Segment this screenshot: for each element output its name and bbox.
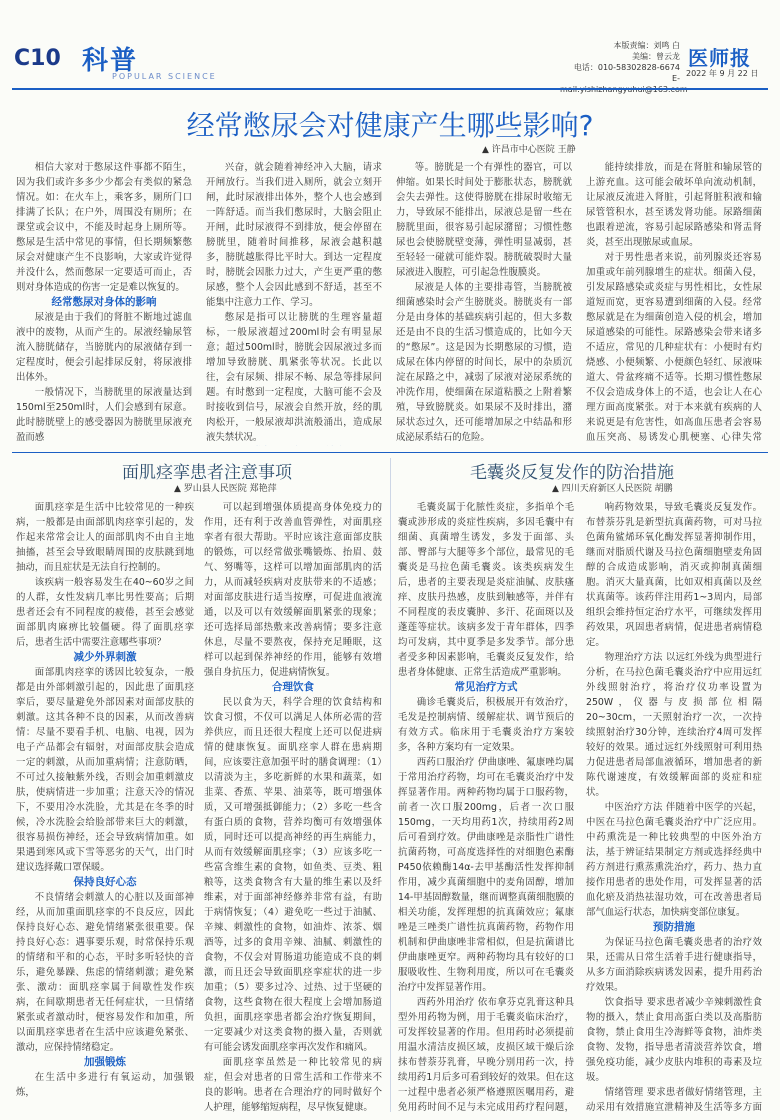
paragraph: 民以食为天，科学合理的饮食结构和饮食习惯，不仅可以满足人体所必需的营养供应，而且还很大程度上还可以促进病情的健康恢复。面肌痉挛人群在患病期间，应该要注意加强平时的膳食调理：（1）以清淡为主，多吃新鲜的水果和蔬菜，如韭菜、香蕉、苹果、油菜等，既可增强体质，又可增强抵御能力；（2）多吃一些含有蛋白质的食物，营养均衡可有效增强体质，同时还可以提高神经的再生病能力，从而有效缓解面肌痉挛；（3）应该多吃一些富含维生素的食物，如鱼类、豆类、粗粮等，这类食物含有大量的维生素以及纤维素，对于面部神经修养非常有益，有助于病情恢复；（4）避免吃一些过于油腻、辛辣、刺激性的食物，如油炸、浓茶、烟酒等，过多的食用辛辣、油腻、刺激性的食物，不仅会对胃肠道功能造成不良的刺激，而且还会导致面肌痉挛症状的进一步加重；（5）要多过冷、过热、过于坚硬的食物，这些食物在很大程度上会增加肠道负担，面肌痉挛患者都会治疗恢复期间，一定要减少对这类食物的摄入量，否则就有可能会诱发面肌痉挛再次发作和痛风。: [204, 697, 382, 1053]
editor-line: E-: [672, 74, 680, 83]
article3-column-1: [398, 500, 574, 1112]
section-divider: [12, 452, 768, 453]
masthead-rule: [12, 88, 768, 90]
article3-column-2: [586, 500, 762, 1112]
paragraph: 面部肌肉痉挛的诱因比较复杂，一般都是由外部刺激引起的，因此患了面肌痉挛后，要尽量避免外部因素对面部皮肤的刺激。这其各种不良的因素，从而改善病情：尽量不要看手机、电脑、电视，因为电子产品都会有辐射，对面部皮肤会造成一定的刺激，从而加重病情；注意防晒，不可过久接触紫外线，否则会加重刺激皮肤，使病情进一步加重；注意天冷的情况下，不要用冷水洗脸，尤其是在冬季的时候，冷水洗脸会给脸部带来巨大的刺激，很容易损伤神经，还会导致病情加重。如果遇到寒风或下雪等恶劣的天气，出门时建议选择戴口罩保暖。: [16, 667, 194, 873]
article2-byline: ▲ 罗山县人民医院 郑艳萍: [174, 484, 277, 494]
paragraph: 情绪管理 要求患者做好情绪管理，主动采用有效措施宣泄精神及生活等多方面: [586, 1087, 762, 1112]
paragraph: 响药物效果，导致毛囊炎反复发作。布替萘芬乳是新型抗真菌药物，可对马拉色菌角鲨烯环氧化酶发挥显著抑制作用，继而对脂质代谢及马拉色菌细胞壁麦角固醇的合成造成影响，消灭或抑制真菌细胞。消灭大量真菌，比如双相真菌以及丝状真菌等。该药伴注用药1~3周内，局部组织会维持恒定治疗水平，可继续发挥用药效果，巩固患者病情，促进患者病情稳定。: [586, 502, 762, 648]
paragraph: 西药外用治疗 依布拿芬克乳膏这种具型外用药物为例，用于毛囊炎临床治疗，可发挥较显著的作用。但用药时必须提前用温水清洁皮损区域，皮损区域干燥后涂抹布替萘芬乳膏，早晚分别用药一次，持续用药1月后多可看到较好的效果。但在这一过程中患者必须严格遵照医嘱用药，避免用药时间不足与未完成用药疗程问题，: [398, 997, 574, 1112]
paragraph: 一般情况下，当膀胱里的尿液量达到150ml至250ml时，人们会感到有尿意。此时膀胱壁上的感受器因为膀胱里尿液充盈而感: [16, 387, 192, 443]
paragraph: 中医治疗方法 伴随着中医学的兴起，中医在马拉色菌毛囊炎治疗中广泛应用。中药熏洗是一种比较典型的中医外治方法，基于辨证结果制定方剂或选择经典中药方剂进行熏蒸熏洗治疗，药力、热力直接作用患者的患处作用，可发挥显著的活血化瘀及消热祛湿功效，可在改善患者局部气血运行状态，加快病变部位康复。: [586, 802, 762, 918]
paragraph: 面肌痉挛是生活中比较常见的一种疾病，一般都是由面部肌肉痉挛引起的，发作起来常常会让人的面部肌肉不由自主地抽搐，甚至会导致眼睛周围的皮肤跳到地抽动，而且症状是无法自行控制的。: [16, 502, 194, 573]
paragraph: 确诊毛囊炎后，积极展开有效治疗，毛发是控制病情、缓解症状、调节预后的有效方式。临床用于毛囊炎治疗方案较多，各种方案均有一定效果。: [398, 697, 574, 753]
section-title-en: POPULAR SCIENCE: [112, 72, 217, 81]
subheading: 保持良好心态: [73, 876, 137, 888]
paragraph: 饮食指导 要求患者减少辛辣刺激性食物的摄入，禁止食用高蛋白类以及高脂肪食物，禁止食用生冷海鲜等食物，油炸类食物、发物，指导患者清淡营养饮食，增强免疫功能，减少皮肤内堆积的毒素及垃圾。: [586, 997, 762, 1083]
paragraph: 尿液是由于我们的肾脏不断地过滤血液中的废物，从而产生的。尿液经输尿管流入膀胱储存，当膀胱内的尿液储存到一定程度时，便会引起排尿反射，将尿液排出体外。: [16, 312, 192, 383]
paragraph: 该疾病一般容易发生在40~60岁之间的人群，女性发病几率比男性要高；后期患者还会有不同程度的疲倦，甚至会感觉面部肌肉麻痹比较僵硬。得了面肌痉挛后，患者生活中需要注意哪些事项？: [16, 577, 194, 648]
paragraph: 面肌痉挛虽然是一种比较常见的病症，但会对患者的日常生活和工作带来不良的影响。患者在合理治疗的同时做好个人护理，能够缩短病程，尽早恢复健康。: [204, 1057, 382, 1112]
paragraph: [396, 445, 572, 446]
article1-byline: ▲ 许昌市中心医院 王静: [482, 145, 576, 155]
subheading: 经常憋尿对身体的影响: [51, 296, 157, 308]
paragraph: 在生活中多进行有氧运动，加强锻炼，: [16, 1072, 194, 1098]
subheading: 加强锻炼: [84, 1056, 126, 1068]
subheading: 减少外界刺激: [73, 651, 137, 663]
paragraph: 为保证马拉色菌毛囊炎患者的治疗效果，还需从日常生活着手进行健康指导，从多方面消除疾病诱发因素，提升用药治疗效果。: [586, 937, 762, 993]
article3-byline: ▲ 四川天府新区人民医院 胡鹏: [552, 484, 673, 494]
editor-line: 电话：010-58302828-6674: [573, 63, 680, 72]
paragraph: 物理治疗方法 以远红外线为典型进行分析，在马拉色菌毛囊炎治疗中应用远红外线照射治疗，将治疗仪功率设置为250W，仪器与皮损部位相隔20~30cm，一天照射治疗一次，一次持续照射治疗30分钟，连续治疗4周可发挥较好的效果。通过远红外线照射可利用热力促进患者局部血液循环，增加患者的新陈代谢速度，有效缓解面部的炎症和症状。: [586, 652, 762, 798]
editor-line: 美编：曾云龙: [632, 52, 680, 61]
paragraph: 等。膀胱是一个有弹性的器官，可以伸缩。如果长时间处于膨胀状态，膀胱就会失去弹性。这使得膀胱在排尿时收缩无力，导致尿不能排出，尿液总是留一些在膀胱里面，很容易引起尿潴留；习惯性憋尿也会使膀胱壁变薄，弹性明显减弱，甚至轻轻一碰就可能炸裂。膀胱破裂时大量尿液进入腹腔，可引起急性腹膜炎。: [396, 162, 572, 278]
article1-column-3: [396, 160, 572, 446]
subheading: 常见治疗方式: [454, 681, 518, 693]
subheading: 预防措施: [653, 921, 695, 933]
article1-column-4: [586, 160, 762, 446]
paragraph: 不良情绪会刺激人的心脏以及面部神经，从而加重面肌痉挛的不良反应，因此保持良好心态、避免情绪紧张很重要。保持良好心态：遇事要乐观，时常保持乐观的情绪和平和的心态，平时多听轻快的音乐，避免暴躁、焦虑的情绪刺激；避免紧张、激动：面肌痉挛属于间歇性发作疾病，在间歇期患者无任何症状，一旦情绪紧张或者激动时，便容易发作和加重，所以面肌痉挛患者在生活中应该避免紧张、激动，应保持情绪稳定。: [16, 892, 194, 1053]
paragraph: 西药口服治疗 伊曲康唑、氟康唑均属于常用治疗药物，均可在毛囊炎治疗中发挥显著作用。两种药物均属于口服药物，前者一次口服200mg，后者一次口服150mg，一天均用药1次，持续用药2周后可看到疗效。伊曲康唑是亲脂性广谱性抗菌药物，可高度选择性的对细胞色素酶P450依赖酶14α-去甲基酶活性发挥抑制作用，减少真菌细胞中的麦角固醇，增加14-甲基固醇数量，继而调整真菌细胞膜的相关功能，发挥理想的抗真菌效应；氟康唑是三唑类广谱性抗真菌药物，药物作用机制和伊曲康唑非常相似，但是抗菌谱比伊曲康唑更窄。两种药物均具有较好的口服吸收性、生物利用度，所以可在毛囊炎治疗中发挥显著作用。: [398, 757, 574, 993]
subheading: [206, 445, 382, 446]
column-divider: [390, 458, 391, 1112]
issue-date: 2022 年 9 月 22 日: [686, 69, 759, 78]
paragraph: 憋尿是指可以让膀胱的生理容量超标，一般尿液超过200ml时会有明显尿意；超过500ml时，膀胱会因尿液过多而增加导致膀胱、肌紧张等状况。长此以往，会有尿频、排尿不畅、尿急等排尿问题。有时憋到一定程度，大脑可能不会及时接收到信号，尿液会自然开放，经的肌肉松开，一般尿液却洪流般涌出，造成尿液失禁状况。: [206, 312, 382, 443]
editor-line: 本版责编：刘鸣 白: [613, 41, 680, 50]
paragraph: 能持续排放，而是在肾脏和输尿管的上游充血。这可能会破坏单向流动机制，让尿液反流进入肾脏，引起肾脏积液和输尿管管积水，甚至诱发肾功能。尿路细菌也跟着逆流，容易引起尿路感染和肾盂肾炎，甚至出现脓尿或血尿。: [586, 162, 762, 248]
article2-title: 面肌痉挛患者注意事项: [122, 463, 292, 483]
paragraph: 尿液是人体的主要排毒管，当膀胱被细菌感染时会产生膀胱炎。膀胱炎有一部分是由身体的基础疾病引起的，但大多数还是由不良的生活习惯造成的，比如今天的“憋尿”。这是因为长期憋尿的习惯，造成尿在体内停留的时间长，尿中的杂质沉淀在尿路之中，减弱了尿液对泌尿系统的冲洗作用，使细菌在尿道粘膜之上附着繁殖，导致膀胱炎。如果尿不及时排出，潴尿状态过久，还可能增加尿之中结晶和形成泌尿系结石的危险。: [396, 282, 572, 443]
article1-column-1: [16, 160, 192, 446]
editor-info: [560, 40, 680, 95]
article2-column-2: [204, 500, 382, 1112]
article1-title: 经常憋尿会对健康产生哪些影响?: [186, 109, 594, 142]
paragraph: 可以起到增强体质提高身体免疫力的作用，还有利于改善血管弹性，对面肌痉挛者有很大帮助。平时应该注意面部皮肤的锻炼，可以经常做张嘴锻炼、抬眉、鼓气、努嘴等，这样可以增加面部肌肉的活力，从而减轻疾病对皮肤带来的不适感；对面部皮肤进行适当按摩，可促进血液流通，以及可以有效缓解面肌紧张的现象；还可选择局部热敷来改善病情；要多注意休息，尽量不要熬夜，保持充足睡眠，这样可以起到保养神经的作用，能够有效增强自身抗压力，促进病情恢复。: [204, 502, 382, 678]
article1-column-2: [206, 160, 382, 446]
paragraph: 相信大家对于憋尿这件事都不陌生，因为我们或许多多少少都会有类似的紧急情况。如：在火车上，乘客多，厕所门口排满了长队；在户外，周围没有厕所；在课堂或会议中，不能及时起身上厕所等。憋尿是生活中常见的事情，但长期频繁憋尿会对健康产生不良影响，大家或许觉得并没什么，然而憋尿一定要适可而止，否则对身体造成的伤害一定是难以恢复的。: [16, 162, 192, 293]
article3-title: 毛囊炎反复发作的防治措施: [470, 463, 674, 483]
page-number: C10: [14, 46, 61, 71]
article2-column-1: [16, 500, 194, 1112]
paragraph: 毛囊炎属于化脓性炎症，多指单个毛囊或涉形成的炎症性疾病，多因毛囊中有细菌、真菌增生诱发，多发于面部、头部、臀部与大腿等多个部位，最常见的毛囊炎是马拉色菌毛囊炎。该类疾病发生后，患者的主要表现是炎症油腻、皮肤瘙痒、皮肤丹热感，皮肤到触感等，并伴有不同程度的表皮囊肿、多汗、花面斑以及蓬莲等症状。该病多发于青年群体，四季均可发病，其中夏季是多发季节。部分患者受多种因素影响，毛囊炎反复发作，给患者身体健康、正常生活造成严重影响。: [398, 502, 574, 678]
subheading: 合理饮食: [272, 681, 314, 693]
paragraph: 兴奋，就会随着神经冲入大脑，请求开闸放行。当我们进入厕所，就会立刻开闸，此时尿液排出体外，整个人也会感到一阵舒适。而当我们憋尿时，大脑会阻止开闸，此时尿液得不到排放，便会停留在膀胱里，随着时间推移，尿液会越积越多，膀胱越胀得比平时大。到达一定程度时，膀胱会因胀力过大，产生更严重的憋尿感，整个人会因此感到不舒适，甚至不能集中注意力工作、学习。: [206, 162, 382, 308]
paragraph: 对于男性患者来说，前列腺炎还容易加重或年前列腺增生的症状。细菌入侵，引发尿路感染或炎症与男性相比，女性尿道短而宽，更容易遭到细菌的入侵。经常憋尿就是在为细菌创造入侵的机会，增加尿道感染的可能性。尿路感染会带来诸多不适应，常见的几种症状有：小便时有灼烧感、小便频繁、小便颜色轻红、尿液味道大、骨盆疼痛不适等。长期习惯性憋尿不仅会造成身体上的不适，也会让人在心理方面高度紧张。对于本来就有疾病的人来说更是有危害性，如高血压患者会容易血压突高、易诱发心肌梗塞、心律失常: [586, 252, 762, 443]
section-title: 科普: [82, 46, 139, 76]
paper-logo: 医师报: [688, 46, 751, 70]
